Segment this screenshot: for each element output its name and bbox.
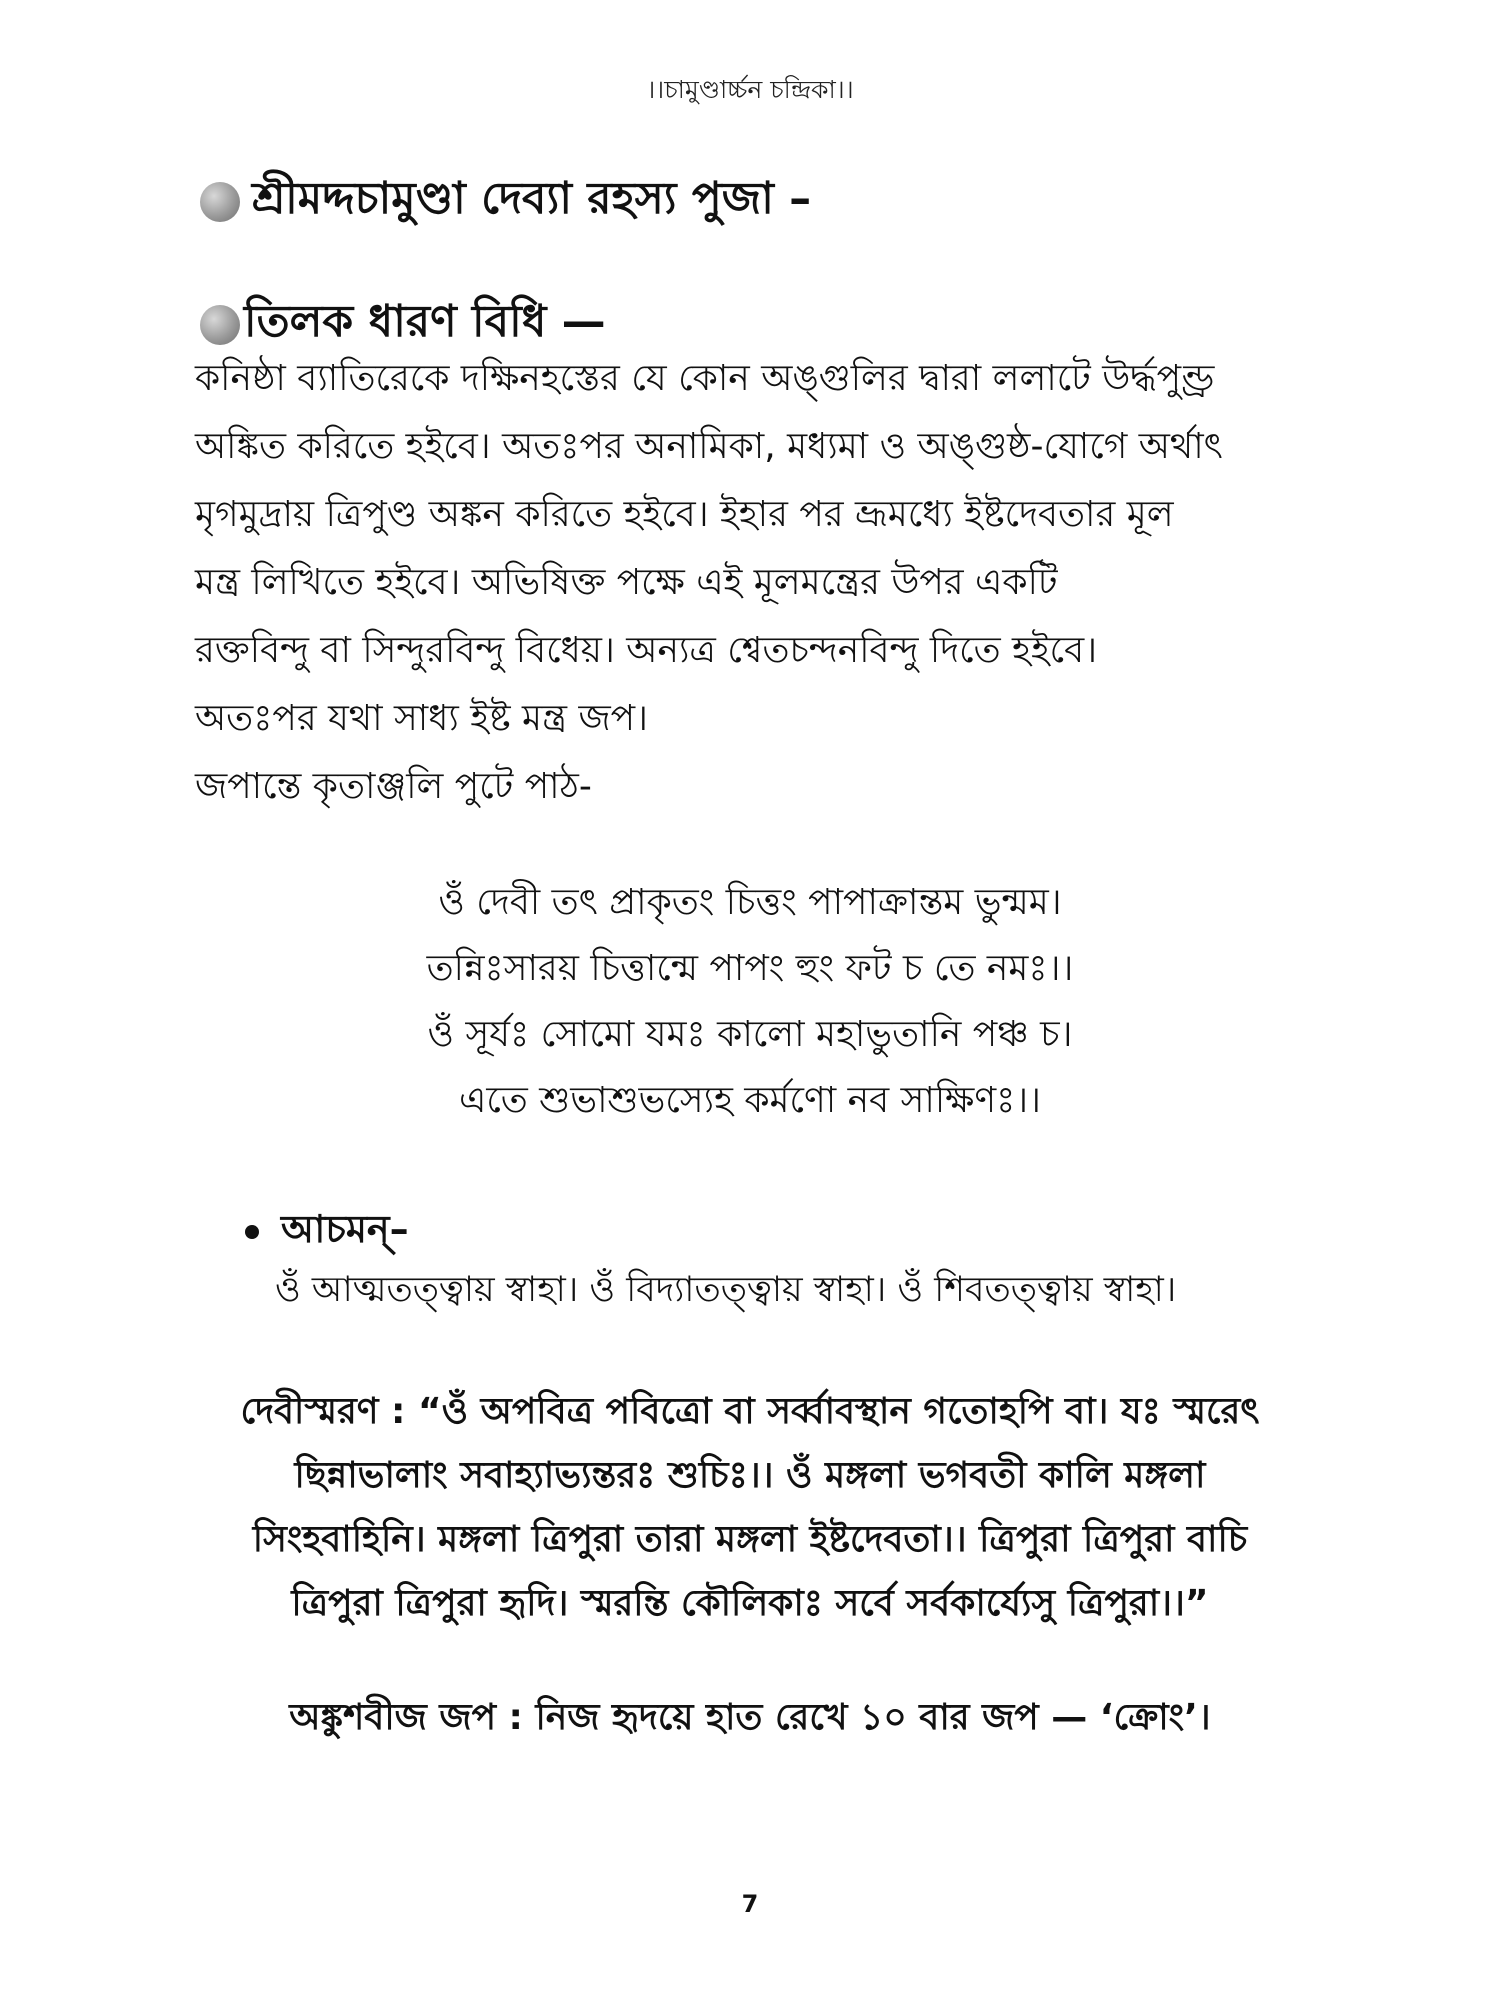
gray-circle-bullet-icon	[200, 182, 240, 222]
mantra-verse	[0, 870, 1500, 1134]
bullet-dot-icon	[245, 1225, 259, 1239]
paragraph-line: মৃগমুদ্রায় ত্রিপুণ্ড অঙ্কন করিতে হইবে। ইহার পর ভ্রূমধ্যে ইষ্টদেবতার মূল	[195, 494, 1174, 535]
paragraph-line: জপান্তে কৃতাঞ্জলি পুটে পাঠ-	[195, 766, 592, 807]
achaman-heading	[245, 1200, 409, 1264]
verse-line: ওঁ সূর্যঃ সোমো যমঃ কালো মহাভুতানি পঞ্চ চ।	[427, 1014, 1073, 1055]
gray-circle-bullet-icon	[200, 305, 240, 345]
paragraph-line: কনিষ্ঠা ব্যাতিরেকে দক্ষিনহস্তের যে কোন অঙ্গুলির দ্বারা ললাটে উর্দ্ধপুণ্ড্র	[195, 358, 1215, 399]
section-heading-rahasya-puja	[200, 165, 811, 238]
achaman-mantra: ওঁ আত্মতত্ত্বায় স্বাহা। ওঁ বিদ্যাতত্ত্বায় স্বাহা। ওঁ শিবতত্ত্বায় স্বাহা।	[275, 1270, 1177, 1310]
smaran-line: ছিন্নাভালাং সবাহ্যাভ্যন্তরঃ শুচিঃ।। ওঁ মঙ্গলা ভগবতী কালি মঙ্গলা	[294, 1455, 1206, 1496]
ankush-beej-japa: অঙ্কুশবীজ জপ : নিজ হৃদয়ে হাত রেখে ১০ বার জপ — ‘ক্রোং’।	[289, 1697, 1211, 1738]
smaran-line: দেবীস্মরণ : “ওঁ অপবিত্র পবিত্রো বা সর্ব্বাবস্থান গতোহপি বা। যঃ স্মরেৎ	[240, 1391, 1260, 1432]
paragraph-line: অতঃপর যথা সাধ্য ইষ্ট মন্ত্র জপ।	[195, 698, 648, 739]
verse-line: এতে শুভাশুভস্যেহ কর্মণো নব সাক্ষিণঃ।।	[458, 1080, 1042, 1121]
tilak-instructions-paragraph	[195, 345, 1325, 821]
paragraph-line: অঙ্কিত করিতে হইবে। অতঃপর অনামিকা, মধ্যমা ও অঙ্গুষ্ঠ-যোগে অর্থাৎ	[195, 426, 1223, 467]
devi-smaran-block	[0, 1380, 1500, 1636]
page-number: 7	[741, 1890, 759, 1918]
section-heading-text: শ্রীমদ্দচামুণ্ডা দেব্যা রহস্য পুজা –	[252, 173, 812, 224]
paragraph-line: মন্ত্র লিখিতে হইবে। অভিষিক্ত পক্ষে এই মূলমন্ত্রের উপর একটি	[195, 562, 1058, 603]
smaran-line: ত্রিপুরা ত্রিপুরা হৃদি। স্মরন্তি কৌলিকাঃ সর্বে সর্বকার্য্যেসু ত্রিপুরা।।”	[291, 1583, 1209, 1624]
smaran-line: সিংহবাহিনি। মঙ্গলা ত্রিপুরা তারা মঙ্গলা ইষ্টদেবতা।। ত্রিপুরা ত্রিপুরা বাচি	[252, 1519, 1248, 1560]
verse-line: তন্নিঃসারয় চিত্তান্মে পাপং হুং ফট চ তে নমঃ।।	[426, 948, 1074, 989]
paragraph-line: রক্তবিন্দু বা সিন্দুরবিন্দু বিধেয়। অন্যত্র শ্বেতচন্দনবিন্দু দিতে হইবে।	[195, 630, 1098, 671]
section-heading-text: তিলক ধারণ বিধি —	[244, 296, 606, 347]
running-header: ।।চামুণ্ডার্চ্চন চন্দ্রিকা।।	[646, 75, 854, 104]
verse-line: ওঁ দেবী তৎ প্রাকৃতং চিত্তং পাপাক্রান্তম ভুন্মম।	[438, 882, 1062, 923]
achaman-heading-text: আচমন্–	[281, 1207, 409, 1251]
